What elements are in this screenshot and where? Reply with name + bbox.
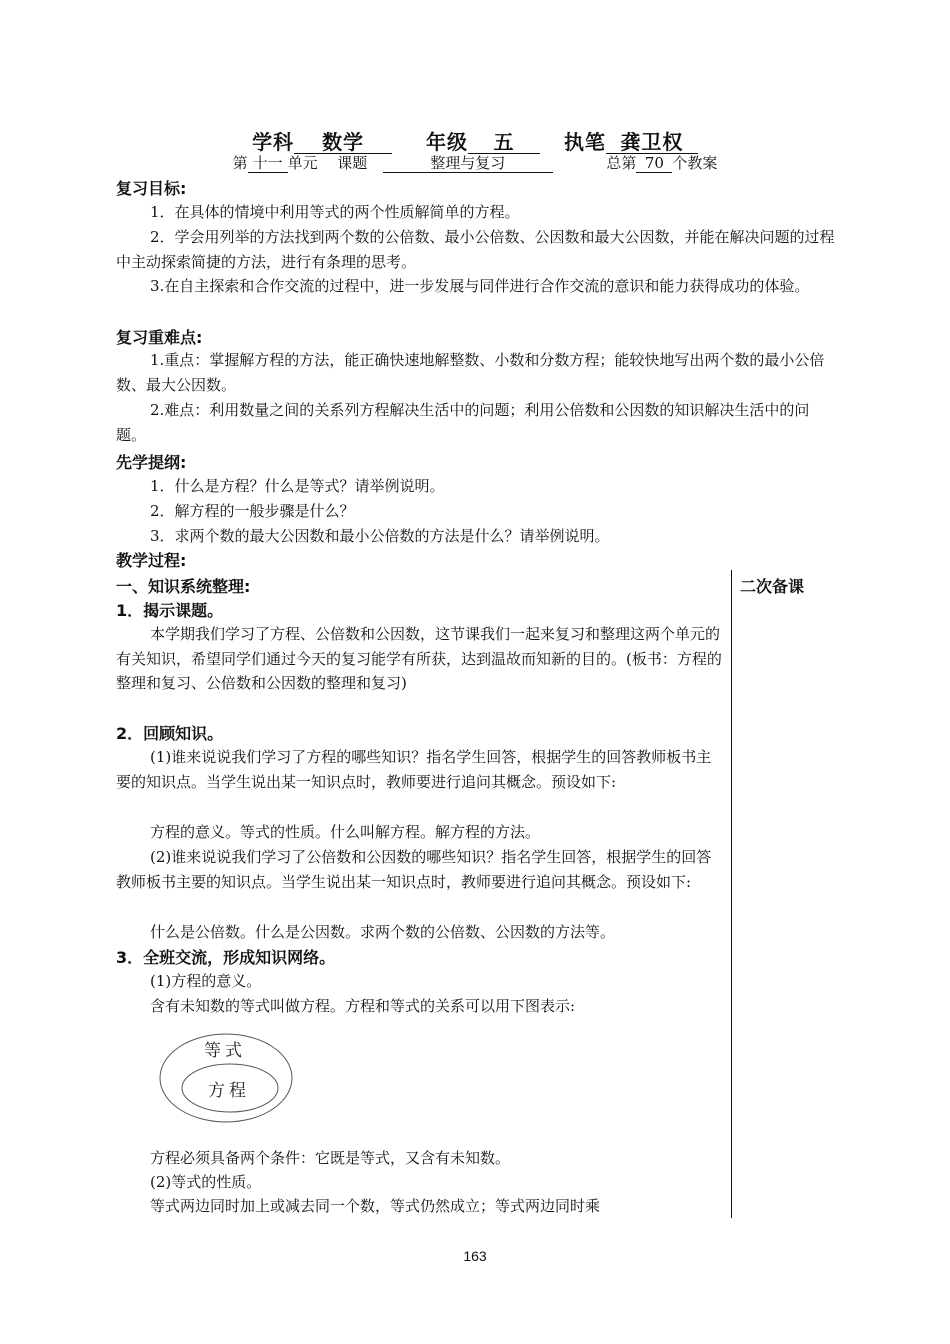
- step-1-title: 1．揭示课题。: [116, 601, 224, 620]
- step-2-paragraph-2: 方程的意义。等式的性质。什么叫解方程。解方程的方法。: [150, 823, 541, 841]
- preview-heading: 先学提纲:: [116, 453, 187, 472]
- step-2-paragraph-3: (2)谁来说说我们学习了公倍数和公因数的哪些知识？指名学生回答，根据学生的回答教师板书主要的知识点。当学生说出某一知识点时，教师要进行追问其概念。预设如下:: [116, 848, 712, 891]
- header-subtitle: [0, 152, 950, 173]
- subject-value: 数学: [294, 131, 392, 154]
- step-1-text: 本学期我们学习了方程、公倍数和公因数，这节课我们一起来复习和整理这两个单元的有关知识，希望同学们通过今天的复习能学有所获，达到温故而知新的目的。(板书：方程的整理和复习、公倍数和公因数的整理和复习): [116, 625, 722, 692]
- subject-label: 学科: [252, 130, 295, 154]
- step-3-paragraph-1: (1)方程的意义。: [150, 972, 262, 990]
- author-label: 执笔: [563, 130, 606, 154]
- plan-prefix: 总第: [606, 154, 637, 172]
- unit-prefix: 第: [232, 154, 248, 172]
- topic-label: 课题: [337, 154, 368, 172]
- step-3-paragraph-2: 含有未知数的等式叫做方程。方程和等式的关系可以用下图表示:: [150, 997, 576, 1015]
- step-3-title: 3．全班交流，形成知识网络。: [116, 948, 336, 967]
- goals-heading: 复习目标:: [116, 179, 187, 198]
- unit-value: 十一: [248, 154, 288, 173]
- step-2-paragraph-4: 什么是公倍数。什么是公因数。求两个数的公倍数、公因数的方法等。: [150, 923, 616, 941]
- plan-value: 70: [636, 154, 672, 173]
- step-2-title: 2．回顾知识。: [116, 724, 224, 743]
- process-heading: 教学过程:: [116, 551, 187, 570]
- goal-item-3: 3.在自主探索和合作交流的过程中，进一步发展与同伴进行合作交流的意识和能力获得成功的体验。: [150, 277, 810, 295]
- author-value: 龚卫权: [606, 131, 698, 154]
- preview-item-2: 2．解方程的一般步骤是什么？: [150, 502, 355, 520]
- keypoints-heading: 复习重难点:: [116, 328, 203, 347]
- page-number: 163: [463, 1248, 487, 1264]
- plan-suffix: 个教案: [672, 154, 718, 172]
- grade-label: 年级: [426, 130, 468, 154]
- keypoint-item-2: 2.难点：利用数量之间的关系列方程解决生活中的问题；利用公倍数和公因数的知识解决生活中的问题。: [116, 401, 810, 444]
- unit-suffix: 单元: [287, 154, 318, 172]
- step-3-paragraph-4: (2)等式的性质。: [150, 1173, 262, 1191]
- section-1-heading: 一、知识系统整理:: [116, 577, 251, 596]
- side-column-label: 二次备课: [740, 577, 805, 596]
- header-title: [0, 126, 950, 155]
- column-divider: [731, 570, 732, 1218]
- grade-value: 五: [468, 131, 540, 154]
- topic-value: 整理与复习: [383, 154, 553, 173]
- equation-equality-diagram: [158, 1030, 298, 1125]
- goal-item-1: 1．在具体的情境中利用等式的两个性质解简单的方程。: [150, 203, 520, 221]
- keypoint-item-1: 1.重点：掌握解方程的方法，能正确快速地解整数、小数和分数方程；能较快地写出两个数的最小公倍数、最大公因数。: [116, 351, 825, 394]
- diagram-inner-label: 方程: [208, 1081, 250, 1101]
- diagram-outer-label: 等式: [204, 1041, 246, 1061]
- step-3-paragraph-5: 等式两边同时加上或减去同一个数，等式仍然成立；等式两边同时乘: [150, 1197, 601, 1215]
- step-2-paragraph-1: (1)谁来说说我们学习了方程的哪些知识？指名学生回答，根据学生的回答教师板书主要的知识点。当学生说出某一知识点时，教师要进行追问其概念。预设如下:: [116, 748, 712, 791]
- step-3-paragraph-3: 方程必须具备两个条件：它既是等式，又含有未知数。: [150, 1149, 511, 1167]
- goal-item-2: 2．学会用列举的方法找到两个数的公倍数、最小公倍数、公因数和最大公因数，并能在解决问题的过程中主动探索简捷的方法，进行有条理的思考。: [116, 228, 835, 271]
- preview-item-1: 1．什么是方程？什么是等式？请举例说明。: [150, 477, 445, 495]
- preview-item-3: 3．求两个数的最大公因数和最小公倍数的方法是什么？请举例说明。: [150, 527, 610, 545]
